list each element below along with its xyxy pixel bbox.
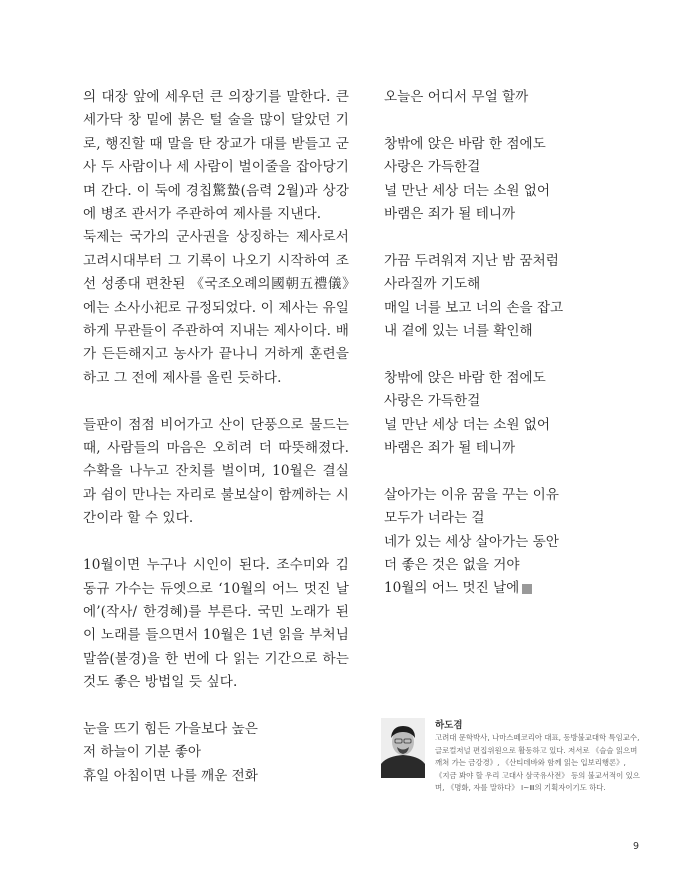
author-name: 하도겸 <box>435 720 463 731</box>
poem-last-text: 10월의 어느 멋진 날에 <box>384 580 520 597</box>
poem-line: 바램은 죄가 될 테니까 <box>384 440 516 457</box>
poem-line: 창밖에 앉은 바람 한 점에도 <box>384 369 546 386</box>
poem-line: 창밖에 앉은 바람 한 점에도 <box>384 135 546 152</box>
poem-line: 오늘은 어디서 무얼 할까 <box>384 89 529 105</box>
author-photo <box>381 718 425 778</box>
author-bio: 고려대 문학박사, 나마스떼코리아 대표, 동방불교대학 특임교수, 글로컬저널 편집위원으로 활동하고 있다. 저서로 《슬슬 읽으며 깨쳐 가는 금강경》, 《산티데바와 함께 읽는 입보리행론》, 《지금 봐야 할 우리 고대사 삼국유사전》 등의 불교서적이 있으며, 《명화, 자를 말하다》 Ⅰ~Ⅲ의 기획자이기도 하다. <box>435 733 640 793</box>
paragraph-2: 둑제는 국가의 군사권을 상징하는 제사로서 고려시대부터 그 기록이 나오기 시작하여 조선 성종대 편찬된 《국조오례의國朝五禮儀》에는 소사小祀로 규정되었다. 이 제사는 유일하게 무관들이 주관하여 지내는 제사이다. 배가 든든해지고 농사가 끝나니 거하게 훈련을 하고 그 전에 제사를 올린 듯하다. <box>83 229 349 386</box>
poem-line: 내 곁에 있는 너를 확인해 <box>384 323 533 340</box>
poem-line: 널 만난 세상 더는 소원 없어 <box>384 182 551 199</box>
paragraph-1: 의 대장 앞에 세우던 큰 의장기를 말한다. 큰 세가닥 창 밑에 붉은 털 술을 많이 달았던 기로, 행진할 때 말을 탄 장교가 대를 받들고 군사 두 사람이나 세 사람이 벌이줄을 잡아당기며 간다. 이 둑에 경칩驚蟄(음력 2월)과 상강에 병조 관서가 주관하여 제사를 지낸다. <box>83 89 349 223</box>
person-photo-icon <box>381 718 425 778</box>
poem-line: 가끔 두려워져 지난 밤 꿈처럼 <box>384 252 559 269</box>
paragraph-4: 10월이면 누구나 시인이 된다. 조수미와 김동규 가수는 듀엣으로 ‘10월의 어느 멋진 날에’(작사/ 한경혜)를 부른다. 국민 노래가 된 이 노래를 들으면서 10월은 1년 읽을 부처님 말씀(불경)을 한 번에 다 읽는 기간으로 하는 것도 좋은 방법일 듯 싶다. <box>83 557 349 691</box>
poem-line: 사라질까 기도해 <box>384 276 481 293</box>
author-box <box>381 718 641 793</box>
poem-line: 더 좋은 것은 없을 거야 <box>384 557 520 574</box>
end-mark-square <box>522 584 532 594</box>
poem-line: 살아가는 이유 꿈을 꾸는 이유 <box>384 486 559 503</box>
page-number: 9 <box>633 841 640 852</box>
poem-line: 바램은 죄가 될 테니까 <box>384 206 516 223</box>
poem-line: 저 하늘이 기분 좋아 <box>83 744 202 761</box>
right-column <box>384 86 614 601</box>
poem-line: 매일 너를 보고 너의 손을 잡고 <box>384 299 564 316</box>
poem-line: 모두가 너라는 걸 <box>384 510 485 527</box>
poem-line: 눈을 뜨기 힘든 가을보다 높은 <box>83 720 258 737</box>
poem-line: 사랑은 가득한걸 <box>384 159 481 176</box>
poem-line: 사랑은 가득한걸 <box>384 393 481 410</box>
poem-line: 휴일 아침이면 나를 깨운 전화 <box>83 767 258 784</box>
paragraph-3: 들판이 점점 비어가고 산이 단풍으로 물드는 때, 사람들의 마음은 오히려 더 따뜻해졌다. 수확을 나누고 잔치를 벌이며, 10월은 결실과 쉼이 만나는 자리로 불보살이 함께하는 시간이라 할 수 있다. <box>83 416 349 527</box>
poem-line: 널 만난 세상 더는 소원 없어 <box>384 416 551 433</box>
poem-line-last <box>384 577 614 600</box>
poem-line: 네가 있는 세상 살아가는 동안 <box>384 533 559 550</box>
left-column <box>83 86 349 788</box>
